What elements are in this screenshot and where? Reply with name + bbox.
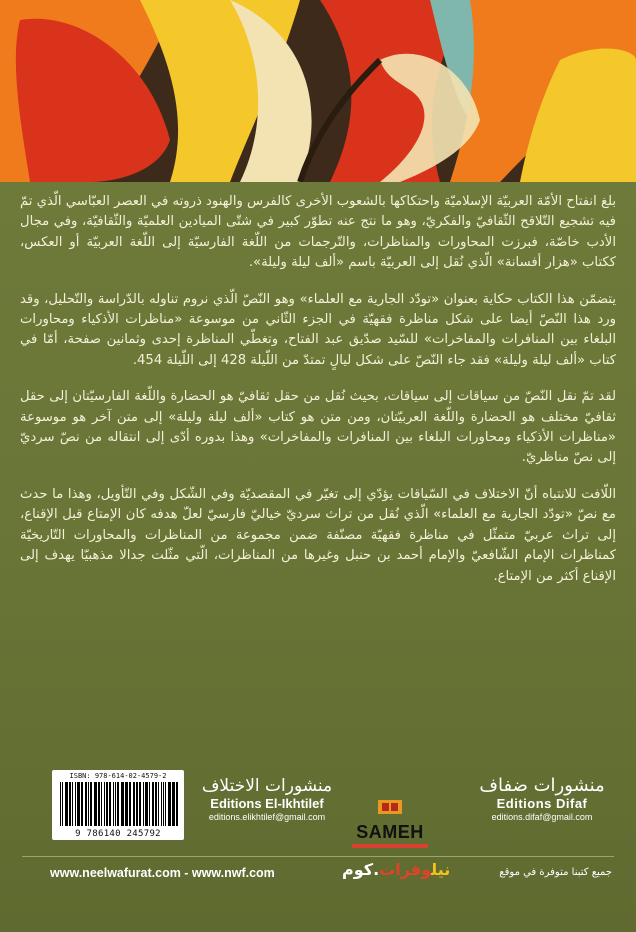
paragraph-1: بلغ انفتاح الأمّة العربيّة الإسلاميّة واحتكاكها بالشعوب الأخرى كالفرس والهنود ذروته في العصر العبّاسي الّذي تمّ فيه تشجيع التّلاقح الثّقافيّ والفكريّ، وهو ما نتج عنه تطوّر كبير في شتّى الميادين العلميّة والثّقافيّة، وفي مجال الأدب خاصّة، فبرزت المحاورات والمناظرات، والتّرجمات من اللّغة الفارسيّة إلى اللّغة العربيّة أو العكس، ككتاب «هزار أفسانة» الّذي نُقل إلى العربيّة باسم «ألف ليلة وليلة». xyxy=(20,194,616,271)
availability-note: جميع كتبنا متوفرة في موقع xyxy=(499,867,612,878)
nwf-logo-part-2: وفرات xyxy=(379,860,432,879)
website-urls: www.neelwafurat.com - www.nwf.com xyxy=(50,866,275,880)
back-cover-text xyxy=(20,192,616,603)
nwf-logo-part-1: نيل xyxy=(431,860,451,879)
ikhtilef-email: editions.elikhtilef@gmail.com xyxy=(208,812,326,822)
publisher-ikhtilef xyxy=(192,776,342,822)
sameh-name: SAMEH xyxy=(356,822,424,842)
paragraph-3: لقد تمّ نقل النّصّ من سياقات إلى سياقات، بحيث نُقل من حقل ثقافيّ هو الحضارة واللّغة الفارسيّتان إلى حقل ثقافيّ مختلف هو الحضارة واللّغة العربيّتان، ومن متن هو كتاب «ألف ليلة وليلة» إلى متن آخر هو موسوعة «مناظرات الأذكياء ومحاورات البلغاء بين المنافرات والمفاخرات» وهذا بدوره أدّى إلى انتقاله من نصّ سرديّ إلى نصّ مناظريّ. xyxy=(20,389,616,466)
isbn-barcode xyxy=(52,770,184,840)
barcode-digits: 9 786140 245792 xyxy=(75,829,161,839)
barcode-bars xyxy=(58,782,178,826)
difaf-latin-name: Editions Difaf xyxy=(496,796,588,811)
difaf-arabic-name: منشورات ضفاف xyxy=(479,775,605,796)
publisher-difaf xyxy=(462,776,622,822)
difaf-email: editions.difaf@gmail.com xyxy=(491,812,593,822)
ikhtilef-latin-name: Editions El-Ikhtilef xyxy=(210,796,324,811)
paragraph-2: يتضمّن هذا الكتاب حكاية بعنوان «تودّد الجارية مع العلماء» وهو النّصّ الّذي نروم تناوله بالدّراسة والتّحليل، وقد ورد هذا النّصّ أيضا على شكل مناظرة فقهيّة في الجزء الثّاني من موسوعة «مناظرات الأذكياء ومحاورات البلغاء بين المنافرات والمفاخرات» للسّيد صدّيق عبد الفتاح، وتغطّي المناظرة إحدى وثمانين صفحة، أمّا في كتاب «ألف ليلة وليلة» فقد جاء النّصّ على شكل ليالٍ تمتدّ من اللّيلة 428 إلى اللّيلة 454. xyxy=(20,291,616,368)
footer-divider xyxy=(22,856,614,857)
isbn-number: ISBN: 978-614-02-4579-2 xyxy=(69,772,167,780)
ikhtilef-arabic-name: منشورات الاختلاف xyxy=(201,776,333,796)
nwf-logo-part-3: .كوم xyxy=(342,860,380,879)
cover-artwork xyxy=(0,0,636,182)
publisher-sameh xyxy=(345,798,435,848)
sameh-stripe xyxy=(352,844,428,848)
sameh-logo-icon xyxy=(376,798,404,816)
paragraph-4: اللّافت للانتباه أنّ الاختلاف في السّياقات يؤدّي إلى تغيّر في المقصديّة وفي الشّكل وفي التّأويل، وهذا ما حدث مع نصّ «تودّد الجارية مع العلماء» الّذي نُقل من تراث سرديّ خياليّ فارسيّ لعلّ هدفه كان الإمتاع قبل الإقناع، إلى تراث عربيّ متمثّل في مناظرة فقهيّة مصنّفة ضمن مجموعة من المناظرات والمحاورات التّاريخيّة كمناظرات الإمام الشّافعيّ والإمام أحمد بن حنبل وغيرها من المناظرات، الّتي مثّلت جدالا مذهبيّا يهدف إلى الإقناع أكثر من الإمتاع. xyxy=(20,486,616,584)
